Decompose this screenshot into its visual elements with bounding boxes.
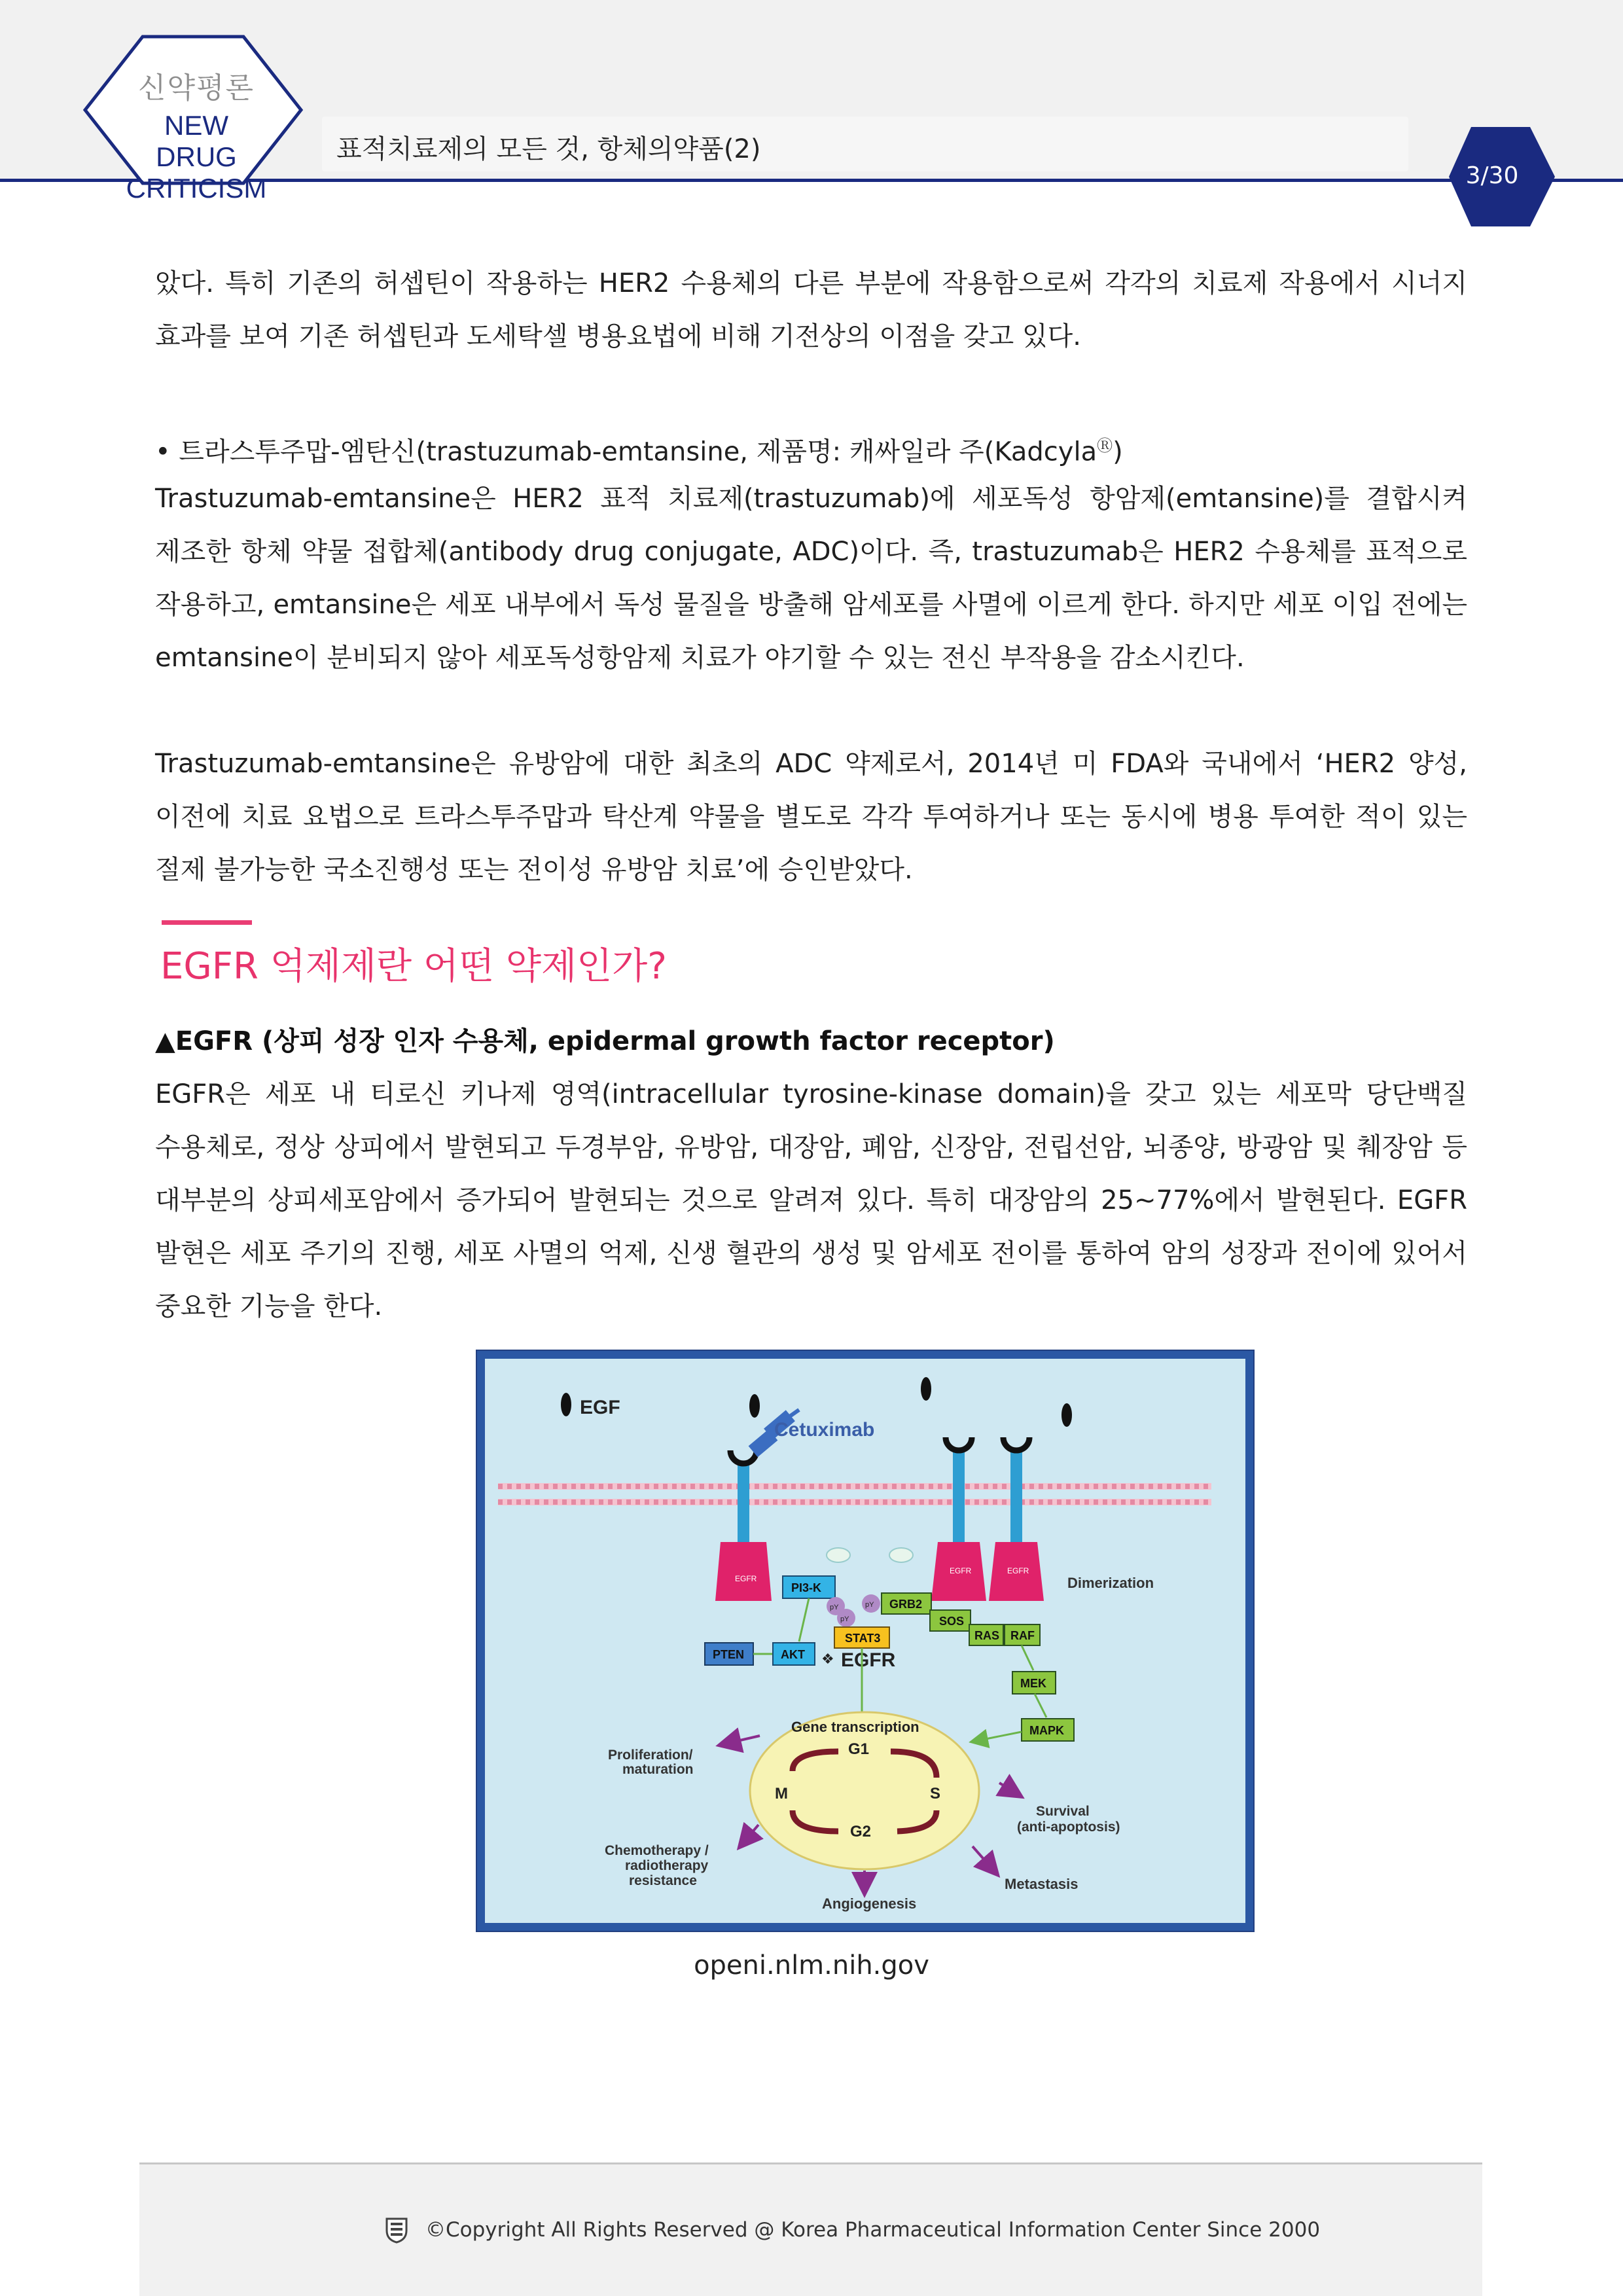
angiogenesis-label: Angiogenesis (822, 1895, 917, 1912)
g2-label: G2 (850, 1823, 872, 1840)
brand-english-line2: CRITICISM (126, 173, 267, 204)
svg-text:MAPK: MAPK (1029, 1724, 1064, 1737)
footer-copyright: ©Copyright All Rights Reserved @ Korea Pharmaceutical Information Center Since 2000 (425, 2218, 1321, 2242)
egfr-pathway-figure (476, 1350, 1255, 1932)
cetuximab-label: Cetuximab (774, 1419, 875, 1441)
dimerization-label: Dimerization (1067, 1575, 1154, 1591)
egfr-center-label: EGFR (841, 1649, 896, 1671)
stat3-box (834, 1627, 889, 1648)
sos-box (930, 1610, 971, 1631)
egf-ligand-icon (561, 1393, 571, 1416)
egf-ligand-icon (1061, 1403, 1072, 1427)
chemo-label-line2: radiotherapy (625, 1858, 709, 1873)
drug-heading (155, 420, 1467, 478)
egfr-small-label: EGFR (1007, 1566, 1029, 1575)
py-label: pY (830, 1604, 839, 1611)
egfr-paragraph: EGFR은 세포 내 티로신 키나제 영역(intracellular tyrosine-kinase domain)을 갖고 있는 세포막 당단백질 수용체로, 정상 상피에서 발현되고 두경부암, 유방암, 대장암, 폐암, 신장암, 전립선암, 뇌종양, 방광암 및 췌장암 등 대부분의 상피세포암에서 증가되어 발현되는 것으로 알려져 있다. 특히 대장암의 25~77%에서 발현된다. EGFR 발현은 세포 주기의 진행, 세포 사멸의 억제, 신생 혈관의 생성 및 암세포 전이를 통하여 암의 성장과 전이에 있어서 중요한 기능을 한다. (155, 1079, 1467, 1321)
egf-ligand-icon (921, 1377, 931, 1401)
kadcyla-approval-paragraph: Trastuzumab-emtansine은 유방암에 대한 최초의 ADC 약제로서, 2014년 미 FDA와 국내에서 ‘HER2 양성, 이전에 치료 요법으로 트라스투주맙과 탁산계 약물을 별도로 각각 투여하거나 또는 동시에 병용 투여한 적이 있는 절제 불가능한 국소진행성 또는 전이성 유방암 치료’에 승인받았다. (155, 749, 1467, 885)
py-label: pY (865, 1601, 874, 1609)
raf-box (1005, 1624, 1040, 1645)
drug-heading-close: ) (1113, 437, 1123, 467)
akt-box (773, 1643, 815, 1665)
proliferation-label-line1: Proliferation/ (608, 1748, 693, 1763)
svg-text:PI3-K: PI3-K (791, 1581, 822, 1594)
adaptor-oval-icon (827, 1548, 850, 1562)
diamond-icon: ❖ (821, 1651, 834, 1667)
svg-text:RAS: RAS (974, 1629, 1000, 1642)
svg-text:GRB2: GRB2 (889, 1598, 923, 1611)
pten-box (705, 1643, 753, 1665)
drug-heading-text: • 트라스투주맙-엠탄신(trastuzumab-emtansine, 제품명: 캐싸일라 주(Kadcyla (155, 437, 1097, 467)
registered-mark: Ⓡ (1097, 437, 1113, 455)
egfr-subheading: ▲EGFR (상피 성장 인자 수용체, epidermal growth factor receptor) (155, 1026, 1055, 1056)
svg-text:PTEN: PTEN (713, 1648, 745, 1661)
egf-label: EGF (580, 1397, 620, 1418)
metastasis-label: Metastasis (1005, 1876, 1079, 1892)
intro-paragraph: 았다. 특히 기존의 허셉틴이 작용하는 HER2 수용체의 다른 부분에 작용함으로써 각각의 치료제 작용에서 시너지 효과를 보여 기존 허셉틴과 도세탁셀 병용요법에 비해 기전상의 이점을 갖고 있다. (155, 268, 1467, 351)
page-number: 3/30 (1465, 162, 1519, 189)
proliferation-label-line2: maturation (622, 1762, 694, 1777)
figure-caption: openi.nlm.nih.gov (694, 1950, 929, 1981)
mapk-box (1022, 1719, 1074, 1741)
mek-box (1012, 1672, 1056, 1694)
adaptor-oval-icon (889, 1548, 913, 1562)
s-label: S (930, 1785, 941, 1803)
egfr-pathway-diagram (485, 1359, 1245, 1923)
brand-korean: 신약평론 (137, 71, 255, 105)
svg-text:STAT3: STAT3 (845, 1632, 881, 1645)
gene-transcription-label: Gene transcription (791, 1719, 919, 1735)
ras-box (969, 1624, 1003, 1645)
py-label: pY (840, 1615, 849, 1623)
kadcyla-description-paragraph: Trastuzumab-emtansine은 HER2 표적 치료제(trastuzumab)에 세포독성 항암제(emtansine)를 결합시켜 제조한 항체 약물 접합체(antibody drug conjugate, ADC)이다. 즉, trastuzumab은 HER2 수용체를 표적으로 작용하고, emtansine은 세포 내부에서 독성 물질을 방출해 암세포를 사멸에 이르게 한다. 하지만 세포 이입 전에는 emtansine이 분비되지 않아 세포독성항암제 치료가 야기할 수 있는 전신 부작용을 감소시킨다. (155, 484, 1467, 673)
m-label: M (775, 1785, 788, 1803)
svg-text:SOS: SOS (939, 1615, 965, 1628)
section-title: EGFR 억제제란 어떤 약제인가? (160, 945, 667, 988)
chemo-label-line1: Chemotherapy / (605, 1843, 709, 1858)
egf-ligand-icon (749, 1394, 760, 1418)
svg-text:AKT: AKT (781, 1648, 805, 1661)
pi3k-box (783, 1576, 835, 1598)
survival-label-line1: Survival (1036, 1804, 1090, 1819)
kpic-emblem-icon (385, 2216, 408, 2244)
egfr-small-label: EGFR (735, 1574, 757, 1583)
svg-text:RAF: RAF (1010, 1629, 1035, 1642)
brand-english-line1: NEW DRUG (156, 110, 237, 172)
egfr-small-label: EGFR (950, 1566, 972, 1575)
svg-text:MEK: MEK (1020, 1677, 1046, 1690)
survival-label-line2: (anti-apoptosis) (1017, 1820, 1120, 1835)
chemo-label-line3: resistance (629, 1873, 697, 1888)
grb2-box (882, 1593, 931, 1614)
brand-english (124, 110, 268, 204)
g1-label: G1 (848, 1740, 870, 1758)
section-accent-bar (162, 920, 252, 925)
document-title: 표적치료제의 모든 것, 항체의약품(2) (336, 134, 761, 164)
